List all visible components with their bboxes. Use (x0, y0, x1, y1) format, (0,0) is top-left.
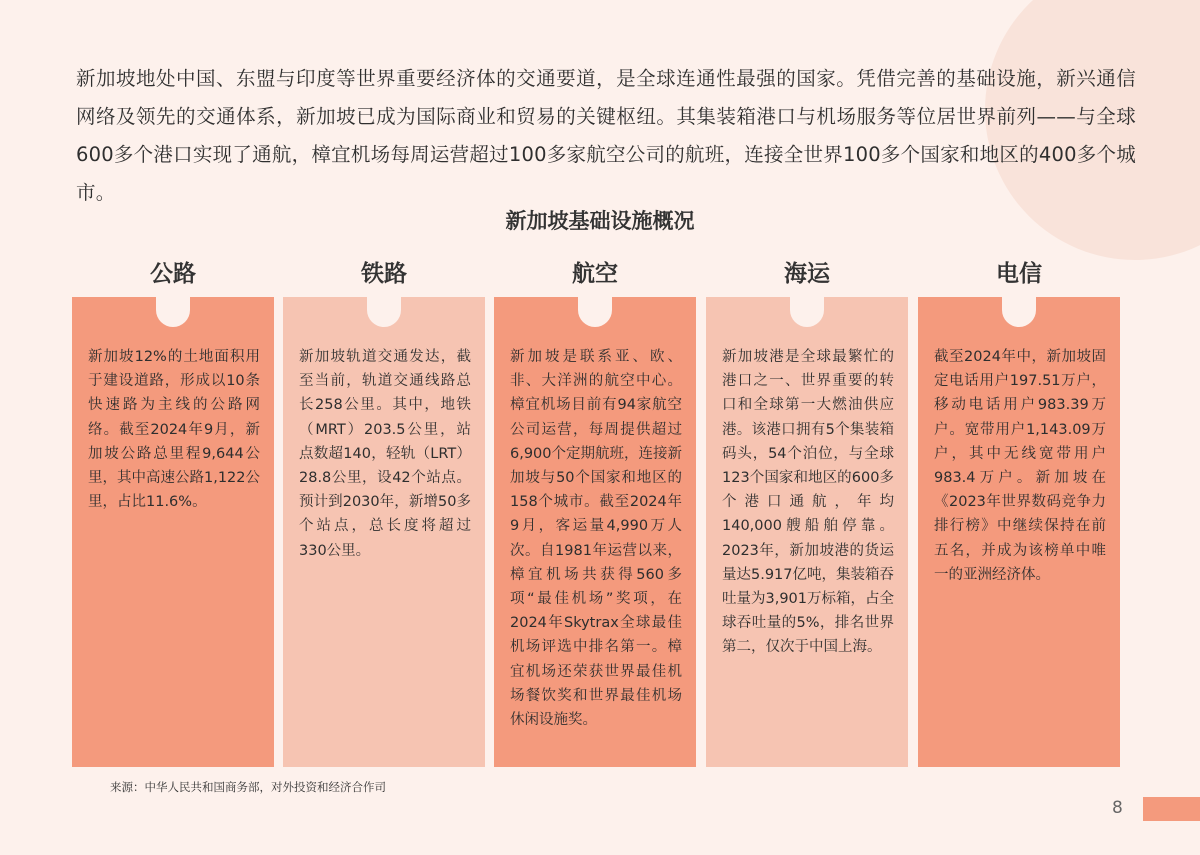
column-shipping (706, 255, 908, 767)
card-text: 新加坡是联系亚、欧、非、大洋洲的航空中心。樟宜机场目前有94家航空公司运营，每周提供超过6,900个定期航班，连接新加坡与50个国家和地区的158个城市。截至2024年9月，客运量4,990万人次。自1981年运营以来，樟宜机场共获得560多项“最佳机场”奖项，在2024年Skytrax全球最佳机场评选中排名第一。樟宜机场还荣获世界最佳机场餐饮奖和世界最佳机场休闲设施奖。 (510, 349, 683, 729)
column-title: 航空 (572, 261, 618, 287)
card-text: 新加坡轨道交通发达，截至当前，轨道交通线路总长258公里。其中，地铁（MRT）203.5公里，站点数超140，轻轨（LRT）28.8公里，设42个站点。预计到2030年，新增50多个站点，总长度将超过330公里。 (299, 349, 471, 559)
info-card (706, 297, 908, 767)
card-notch (367, 297, 401, 327)
section-title: 新加坡基础设施概况 (505, 209, 695, 233)
card-text: 新加坡港是全球最繁忙的港口之一、世界重要的转口和全球第一大燃油供应港。该港口拥有5个集装箱码头，54个泊位，与全球123个国家和地区的600多个港口通航，年均140,000艘船舶停靠。2023年，新加坡港的货运量达5.917亿吨，集装箱吞吐量为3,901万标箱，占全球吞吐量的5%，排名世界第二，仅次于中国上海。 (722, 349, 895, 656)
info-card (283, 297, 485, 767)
card-text: 新加坡12%的土地面积用于建设道路，形成以10条快速路为主线的公路网络。截至2024年9月，新加坡公路总里程9,644公里，其中高速公路1,122公里，占比11.6%。 (88, 349, 261, 511)
intro-paragraph: 新加坡地处中国、东盟与印度等世界重要经济体的交通要道，是全球连通性最强的国家。凭借完善的基础设施，新兴通信网络及领先的交通体系，新加坡已成为国际商业和贸易的关键枢纽。其集装箱港口与机场服务等位居世界前列——与全球600多个港口实现了通航，樟宜机场每周运营超过100多家航空公司的航班，连接全世界100多个国家和地区的400多个城市。 (76, 67, 1136, 204)
column-title: 电信 (996, 261, 1042, 287)
column-title: 海运 (784, 261, 830, 287)
info-card (918, 297, 1120, 767)
page-accent-bar (1143, 797, 1200, 821)
column-rail (283, 255, 485, 767)
column-road (72, 255, 274, 767)
column-aviation (494, 255, 696, 767)
page-number: 8 (1112, 798, 1123, 818)
column-title: 铁路 (361, 261, 407, 287)
column-telecom (918, 255, 1120, 767)
source-note: 来源：中华人民共和国商务部，对外投资和经济合作司 (110, 780, 386, 794)
card-notch (578, 297, 612, 327)
card-notch (156, 297, 190, 327)
info-card (494, 297, 696, 767)
info-card (72, 297, 274, 767)
card-notch (1002, 297, 1036, 327)
card-text: 截至2024年中，新加坡固定电话用户197.51万户，移动电话用户983.39万户。宽带用户1,143.09万户，其中无线宽带用户983.4万户。新加坡在《2023年世界数码竞争力排行榜》中继续保持在前五名，并成为该榜单中唯一的亚洲经济体。 (934, 349, 1106, 583)
column-title: 公路 (150, 261, 196, 287)
card-notch (790, 297, 824, 327)
